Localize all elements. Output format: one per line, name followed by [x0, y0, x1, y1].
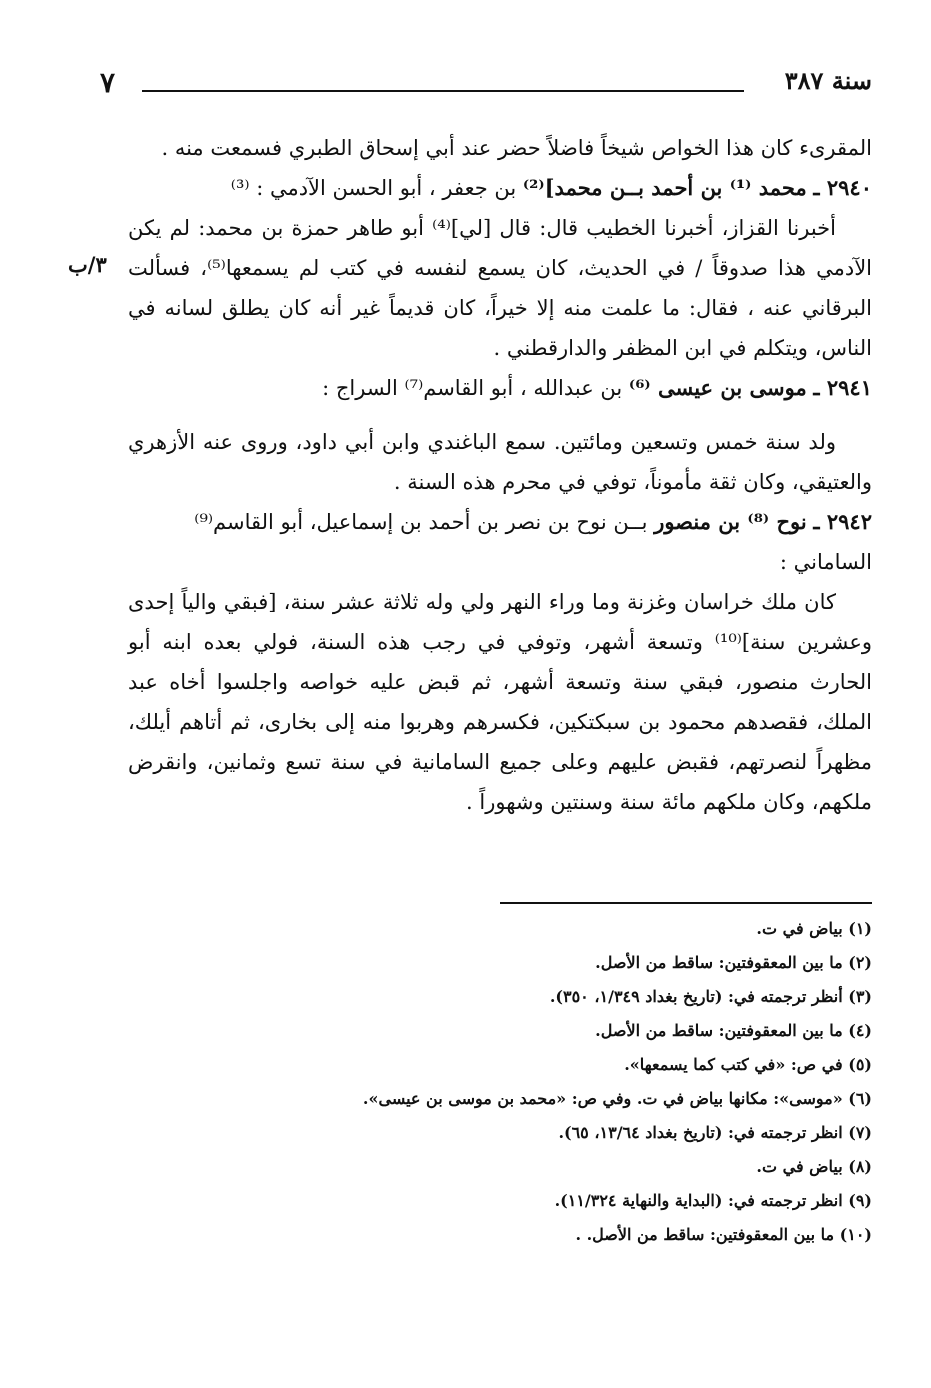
- footnote: (١٠) ما بين المعقوفتين: ساقط من الأصل. .: [575, 1225, 872, 1244]
- entry-lineage: بن جعفر ، أبو الحسن الآدمي : ⁽³⁾: [230, 176, 517, 200]
- paragraph-intro: المقرىء كان هذا الخواص شيخاً فاضلاً حضر عند أبي إسحاق الطبري فسمعت منه .: [161, 136, 872, 160]
- entry-name: موسى بن عيسى ⁽⁶⁾: [628, 375, 807, 400]
- entry-2940: [128, 168, 872, 208]
- footnote: (٣) أنظر ترجمته في: (تاريخ بغداد ١/٣٤٩، ٣٥٠).: [549, 987, 872, 1006]
- entry-number: ٢٩٤٠ ـ: [813, 175, 872, 200]
- entry-number: ٢٩٤١ ـ: [813, 375, 872, 400]
- page-number: ٧: [100, 66, 116, 99]
- footnote: (٤) ما بين المعقوفتين: ساقط من الأصل.: [595, 1021, 872, 1040]
- spacer: [128, 408, 872, 422]
- entry-name: محمد ⁽¹⁾ بن أحمد بــن محمد]⁽²⁾: [522, 175, 807, 200]
- paragraph-nuh: كان ملك خراسان وغزنة وما وراء النهر ولي وله ثلاثة عشر سنة، [فبقي والياً إحدى وعشرين سنة]⁽¹⁰⁾ وتسعة أشهر، وتوفي في رجب هذه السنة، فولي بعده ابنه أبو الحارث منصور، فبقي سنة وتسعة أشهر، ثم قبض عليه خواصه واجلسوا أخاه عبد الملك، فقصدهم محمود بن سبكتكين، فكسرهم وهربوا منه إلى بخارى، ثم أتاهم أيلك، مظهراً لنصرتهم، فقبض عليهم وعلى جميع السامانية في سنة تسع وثمانين، وانقرض ملكهم، وكان ملكهم مائة سنة وسنتين وشهوراً .: [128, 590, 872, 814]
- footnote-separator: [500, 902, 872, 904]
- header-year: سنة ٣٨٧: [784, 66, 872, 95]
- footnotes: [128, 912, 872, 1252]
- entry-lineage: بن عبدالله ، أبو القاسم⁽⁷⁾ السراج :: [322, 376, 623, 400]
- header-rule: [142, 90, 744, 92]
- footnote: (٨) بياض في ت.: [756, 1157, 872, 1176]
- footnote: (١) بياض في ت.: [756, 919, 872, 938]
- entry-2941: [128, 368, 872, 408]
- paragraph-musa: ولد سنة خمس وتسعين ومائتين. سمع الباغندي وابن أبي داود، وروى عنه الأزهري والعتيقي، وكان ثقة مأموناً، توفي في محرم هذه السنة .: [128, 430, 872, 494]
- footnote: (٩) انظر ترجمته في: (البداية والنهاية ١١/٣٢٤).: [554, 1191, 872, 1210]
- entry-name: نوح ⁽⁸⁾ بن منصور: [654, 509, 807, 534]
- entry-lineage: بــن نوح بن نصر بن أحمد بن إسماعيل، أبو القاسم⁽⁹⁾ الساماني :: [194, 510, 872, 574]
- footnote: (٢) ما بين المعقوفتين: ساقط من الأصل.: [595, 953, 872, 972]
- footnote: (٥) في ص: «في كتب كما يسمعها».: [624, 1055, 872, 1074]
- entry-number: ٢٩٤٢ ـ: [813, 509, 872, 534]
- footnote: (٦) «موسى»: مكانها بياض في ت. وفي ص: «محمد بن موسى بن عيسى».: [362, 1089, 872, 1108]
- entry-2942: [128, 502, 872, 582]
- margin-folio-mark: ٣/ب: [68, 252, 107, 277]
- footnote: (٧) انظر ترجمته في: (تاريخ بغداد ١٣/٦٤، ٦٥).: [558, 1123, 872, 1142]
- main-text: [68, 128, 872, 822]
- paragraph-adami: أخبرنا القزاز، أخبرنا الخطيب قال: قال [لي]⁽⁴⁾ أبو طاهر حمزة بن محمد: لم يكن الآدمي هذا صدوقاً / في الحديث، كان يسمع لنفسه في كتب لم يسمعها⁽⁵⁾، فسألت البرقاني عنه ، فقال: ما علمت منه إلا خيراً، كان قديماً غير أنه كان يطلق لسانه في الناس، ويتكلم في ابن المظفر والدارقطني .: [128, 216, 872, 360]
- running-header: [100, 66, 872, 106]
